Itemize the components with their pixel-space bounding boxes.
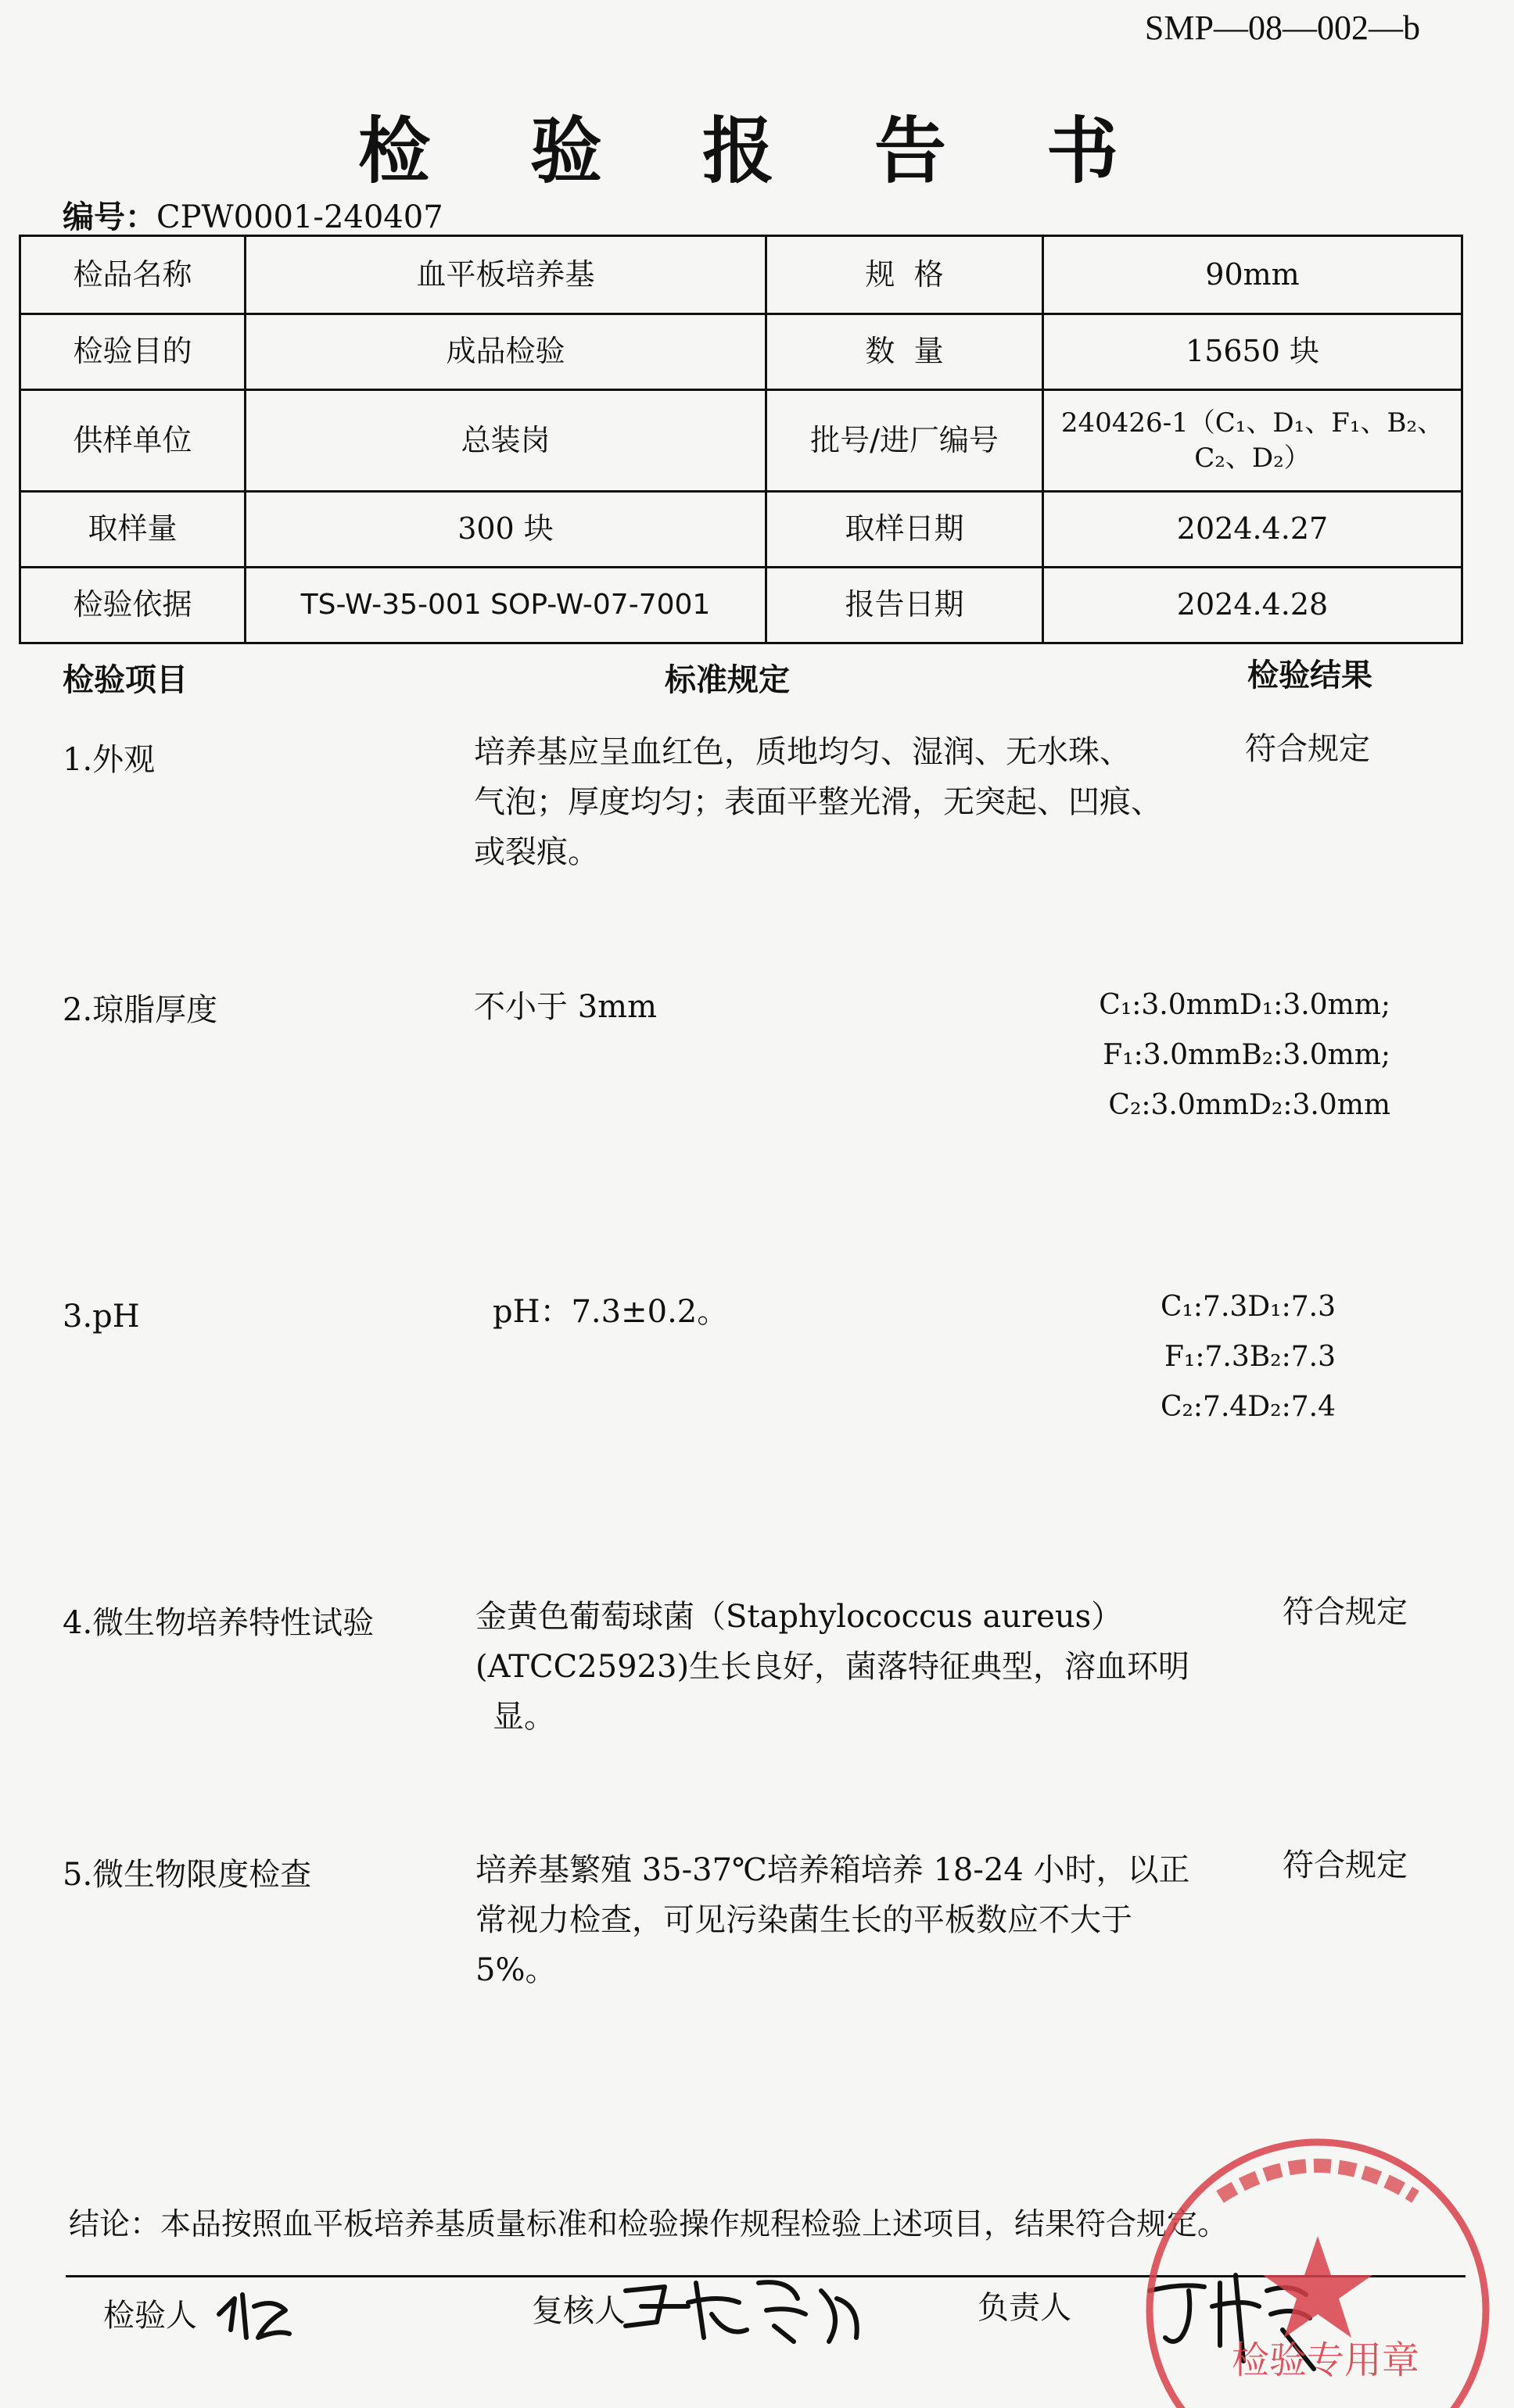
- value-purpose: 成品检验: [246, 314, 766, 390]
- item-name: 1.外观: [63, 742, 156, 778]
- value-basis: TS-W-35-001 SOP-W-07-7001: [246, 568, 766, 643]
- label-quantity: 数 量: [766, 314, 1043, 390]
- header-item: 检验项目: [63, 662, 188, 698]
- inspection-stamp: [1118, 2111, 1509, 2408]
- label-purpose: 检验目的: [20, 314, 246, 390]
- item-name: 4.微生物培养特性试验: [63, 1605, 375, 1641]
- label-sample-amount: 取样量: [20, 492, 246, 568]
- document-code: SMP—08—002—b: [1144, 9, 1420, 47]
- label-product-name: 检品名称: [20, 236, 246, 314]
- table-row: [20, 314, 1462, 390]
- label-supplier: 供样单位: [20, 390, 246, 492]
- table-row: [20, 492, 1462, 568]
- value-report-date: 2024.4.28: [1043, 568, 1462, 643]
- report-number-label: 编号：: [63, 199, 156, 235]
- value-sample-amount: 300 块: [246, 492, 766, 568]
- label-report-date: 报告日期: [766, 568, 1043, 643]
- item-standard: 不小于 3mm: [474, 989, 658, 1025]
- result-line: C₁:7.3D₁:7.3: [1160, 1291, 1336, 1323]
- item-standard: [474, 727, 1256, 877]
- item-result: [1079, 980, 1390, 1131]
- table-row: [20, 390, 1462, 492]
- header-standard: 标准规定: [665, 662, 790, 698]
- result-line: F₁:3.0mmB₂:3.0mm;: [1103, 1039, 1390, 1071]
- standard-line: (ATCC25923)生长良好，菌落特征典型，溶血环明: [475, 1649, 1190, 1685]
- value-specification: 90mm: [1043, 236, 1462, 314]
- item-result: 符合规定: [1283, 1594, 1408, 1630]
- value-sampling-date: 2024.4.27: [1043, 492, 1462, 568]
- value-supplier: 总装岗: [246, 390, 766, 492]
- stamp-text: 检验专用章: [1232, 2338, 1420, 2382]
- standard-line: 或裂痕。: [474, 834, 599, 870]
- standard-line: 培养基应呈血红色，质地均匀、湿润、无水珠、: [474, 734, 1131, 770]
- result-line: C₁:3.0mmD₁:3.0mm;: [1099, 989, 1390, 1021]
- standard-line: 常视力检查，可见污染菌生长的平板数应不大于: [475, 1902, 1132, 1938]
- report-number-value: CPW0001-240407: [156, 199, 443, 235]
- label-batch-number: 批号/进厂编号: [766, 390, 1043, 492]
- item-name: 2.琼脂厚度: [63, 992, 218, 1028]
- document-title: 检 验 报 告 书: [357, 109, 1157, 193]
- label-basis: 检验依据: [20, 568, 246, 643]
- conclusion: 结论：本品按照血平板培养基质量标准和检验操作规程检验上述项目，结果符合规定。: [69, 2207, 1229, 2242]
- item-name: 3.pH: [63, 1299, 140, 1335]
- value-product-name: 血平板培养基: [246, 236, 766, 314]
- label-sampling-date: 取样日期: [766, 492, 1043, 568]
- batch-number-line: C₂、D₂）: [1194, 442, 1311, 474]
- label-specification: 规 格: [766, 236, 1043, 314]
- result-line: F₁:7.3B₂:7.3: [1164, 1341, 1336, 1373]
- inspector-label: 检验人: [103, 2298, 197, 2334]
- standard-line: 培养基繁殖 35-37℃培养箱培养 18-24 小时，以正: [475, 1852, 1190, 1888]
- result-line: C₂:3.0mmD₂:3.0mm: [1108, 1089, 1390, 1121]
- responsible-label: 负责人: [978, 2290, 1071, 2326]
- batch-number-line: 240426-1（C₁、D₁、F₁、B₂、: [1060, 407, 1444, 439]
- item-standard: [475, 1845, 1257, 1995]
- value-quantity: 15650 块: [1043, 314, 1462, 390]
- item-standard: pH：7.3±0.2。: [493, 1294, 729, 1330]
- reviewer-label: 复核人: [532, 2293, 626, 2329]
- table-row: [20, 568, 1462, 643]
- item-name: 5.微生物限度检查: [63, 1857, 312, 1893]
- standard-line: 显。: [493, 1699, 555, 1735]
- report-number: [63, 192, 443, 237]
- inspector-signature: [211, 2283, 297, 2345]
- item-result: 符合规定: [1283, 1847, 1408, 1883]
- standard-line: 金黄色葡萄球菌（Staphylococcus aureus）: [475, 1599, 1123, 1635]
- reviewer-signature: [610, 2267, 868, 2353]
- result-line: C₂:7.4D₂:7.4: [1160, 1391, 1336, 1423]
- item-result: 符合规定: [1245, 731, 1370, 767]
- item-standard: [475, 1592, 1257, 1742]
- info-table: [19, 235, 1463, 644]
- table-row: [20, 236, 1462, 314]
- standard-line: 气泡；厚度均匀；表面平整光滑，无突起、凹痕、: [474, 784, 1162, 820]
- standard-line: 5%。: [475, 1952, 557, 1988]
- value-batch-number: [1043, 390, 1462, 492]
- item-result: [1079, 1282, 1336, 1432]
- header-result: 检验结果: [1247, 658, 1372, 693]
